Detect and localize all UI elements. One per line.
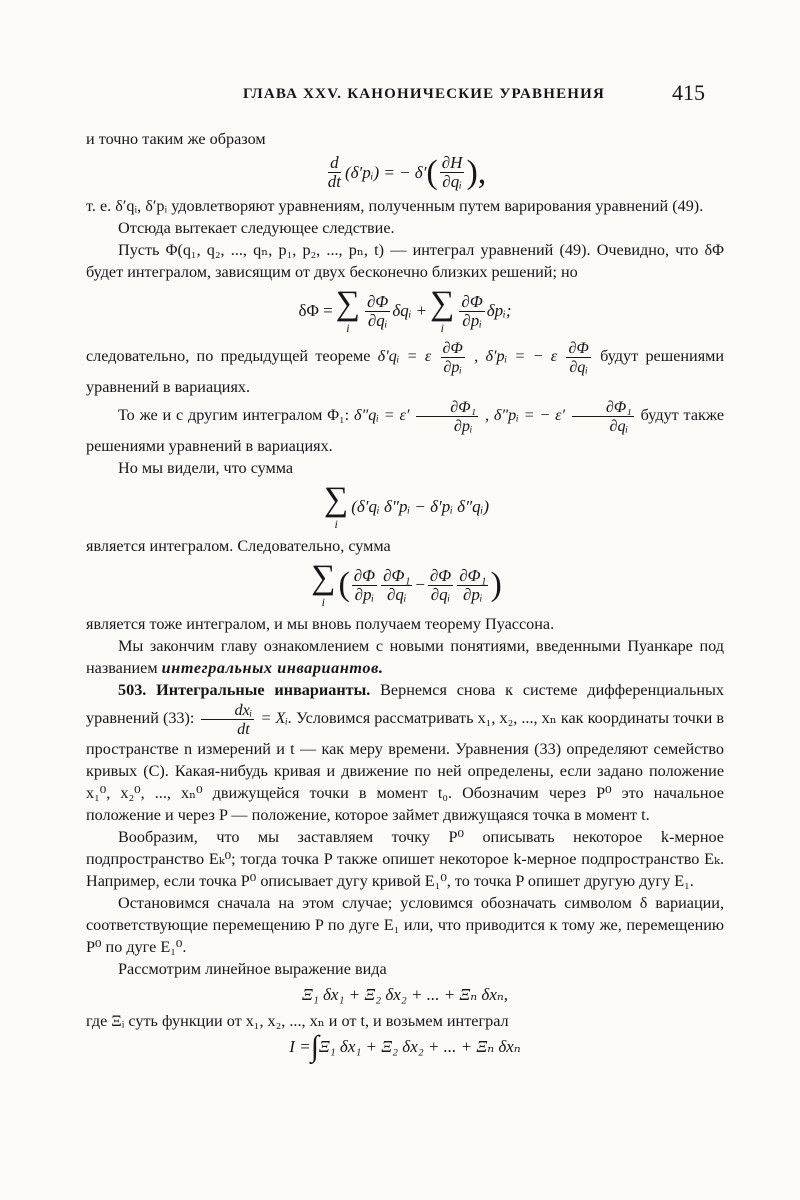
text-paragraph: является тоже интегралом, и мы вновь получаем теорему Пуассона. (86, 615, 555, 633)
text-paragraph: Вообразим, что мы заставляем точку P⁰ описывать некоторое k-мерное подпространство Eₖ⁰; тогда точка P также опишет некоторое k-мерное подпространство Eₖ. Например, если точка P⁰ описывает дугу кривой E₁⁰, то точка P опишет другую дугу E₁. (86, 828, 724, 890)
page-number: 415 (672, 80, 705, 105)
text-paragraph: является интегралом. Следовательно, сумма (86, 537, 391, 555)
sum-sign: ∑ i (311, 559, 336, 609)
text-paragraph: Рассмотрим линейное выражение вида (118, 960, 387, 978)
inline-formula: δ′qᵢ = ε $\frac{\partial\Phi}{\text{∂pᵢ}}$ , δ′pᵢ = − ε $\frac{\partial\Phi}{\text{∂qᵢ}}$ (377, 339, 589, 376)
formula-linear-expression: Ξ₁ δx₁ + Ξ₂ δx₂ + ... + Ξₙ δxₙ, (301, 985, 509, 1004)
integral-sign: ∫ (310, 1030, 319, 1063)
emphasis-term: интегральных инвариантов. (161, 659, 384, 677)
inline-formula: δ″qᵢ = ε′ $\frac{\text{∂Φ₁}}{\text{∂pᵢ}}$ , δ″pᵢ = − ε′ $\frac{\text{∂Φ₁}}{\text{∂qᵢ}}$ (354, 398, 632, 435)
sum-sign: ∑ i (335, 285, 360, 335)
formula-variation-p: $\frac{d}{dt}$ (δ′pᵢ) = − δ′ ( $\frac{\partial H}{\text{∂qᵢ}}$ ), (327, 153, 487, 191)
text-paragraph: Но мы видели, что сумма (118, 459, 294, 477)
text-paragraph: Мы закончим главу ознакомлением с новыми понятиями, введенными Пуанкаре под названием интегральных инвариантов. (86, 637, 724, 677)
section-heading: 503. Интегральные инварианты. (118, 681, 371, 699)
running-header: ГЛАВА XXV. КАНОНИЧЕСКИЕ УРАВНЕНИЯ (243, 86, 606, 102)
formula-delta-phi: δΦ = ∑ i $\frac{\partial\Phi}{\text{∂qᵢ}}$ δqᵢ + ∑ i $\frac{\partial\Phi}{\text{∂pᵢ}}$ δpᵢ; (298, 285, 512, 335)
formula-bilinear-sum: ∑ i (δ′qᵢ δ″pᵢ − δ′pᵢ δ″qᵢ) (323, 481, 489, 531)
formula-poisson-sum: ∑ i ( $\frac{\partial\Phi}{\text{∂pᵢ}}$ $\frac{\text{∂Φ₁}}{\text{∂qᵢ}}$ − $\frac{\partial\Phi}{\text{∂qᵢ}}$ $\frac{\text{∂Φ₁}}{\text{∂pᵢ}}$ ) (311, 559, 502, 609)
formula-integral-I: I = ∫ Ξ₁ δx₁ + Ξ₂ δx₂ + ... + Ξₙ δxₙ (289, 1030, 521, 1063)
text-paragraph: где Ξᵢ суть функции от x₁, x₂, ..., xₙ и от t, и возьмем интеграл (86, 1012, 509, 1030)
inline-formula: $\frac{\text{dxᵢ}}{dt}$ = Xᵢ. (199, 709, 297, 727)
text-paragraph: и точно таким же образом (86, 130, 266, 148)
text-paragraph: Отсюда вытекает следующее следствие. (118, 219, 395, 237)
fraction-d-dt: $\frac{d}{dt}$ (327, 153, 341, 191)
text-paragraph: т. е. δ′qᵢ, δ′pᵢ удовлетворяют уравнениям, полученным путем варирования уравнений (49). (86, 197, 704, 215)
page-body (86, 128, 724, 1062)
text-paragraph: Пусть Φ(q₁, q₂, ..., qₙ, p₁, p₂, ..., pₙ, t) — интеграл уравнений (49). Очевидно, что δΦ будет интегралом, зависящим от двух бесконечно близких решений; но (86, 241, 724, 281)
text-paragraph: То же и с другим интегралом Φ₁: δ″qᵢ = ε′ $\frac{\text{∂Φ₁}}{\text{∂pᵢ}}$ , δ″pᵢ = − ε′ $\frac{\text{∂Φ₁}}{\text{∂qᵢ}}$ будут также решениями уравнений в вариациях. (86, 398, 725, 455)
text-paragraph: следовательно, по предыдущей теореме δ′qᵢ = ε $\frac{\partial\Phi}{\text{∂pᵢ}}$ , δ′pᵢ = − ε $\frac{\partial\Phi}{\text{∂qᵢ}}$ будут решениями уравнений в вариациях. (86, 339, 725, 396)
sum-sign: ∑ i (430, 285, 455, 335)
section-503: 503. Интегральные инварианты. Вернемся снова к системе дифференциальных уравнений (33): $\frac{\text{dxᵢ}}{dt}$ = Xᵢ. Условимся рассматривать x₁, x₂, ..., xₙ как координаты точки в пространстве n измерений и t — как меру времени. Уравнения (33) определяют семейство кривых (C). Какая-нибудь кривая и движение по ней определены, если задано положение x₁⁰, x₂⁰, ..., xₙ⁰ движущейся точки в момент t₀. Обозначим через P⁰ это начальное положение и через P — положение, которое займет движущаяся точка в момент t. (86, 681, 725, 824)
text-paragraph: Остановимся сначала на этом случае; условимся обозначать символом δ вариации, соответствующие перемещению P по дуге E₁ или, что приводится к тому же, перемещению P⁰ по дуге E₁⁰. (86, 894, 724, 956)
fraction-dH-dq: $\frac{\partial H}{\text{∂qᵢ}}$ (441, 153, 463, 191)
sum-sign: ∑ i (323, 481, 349, 531)
